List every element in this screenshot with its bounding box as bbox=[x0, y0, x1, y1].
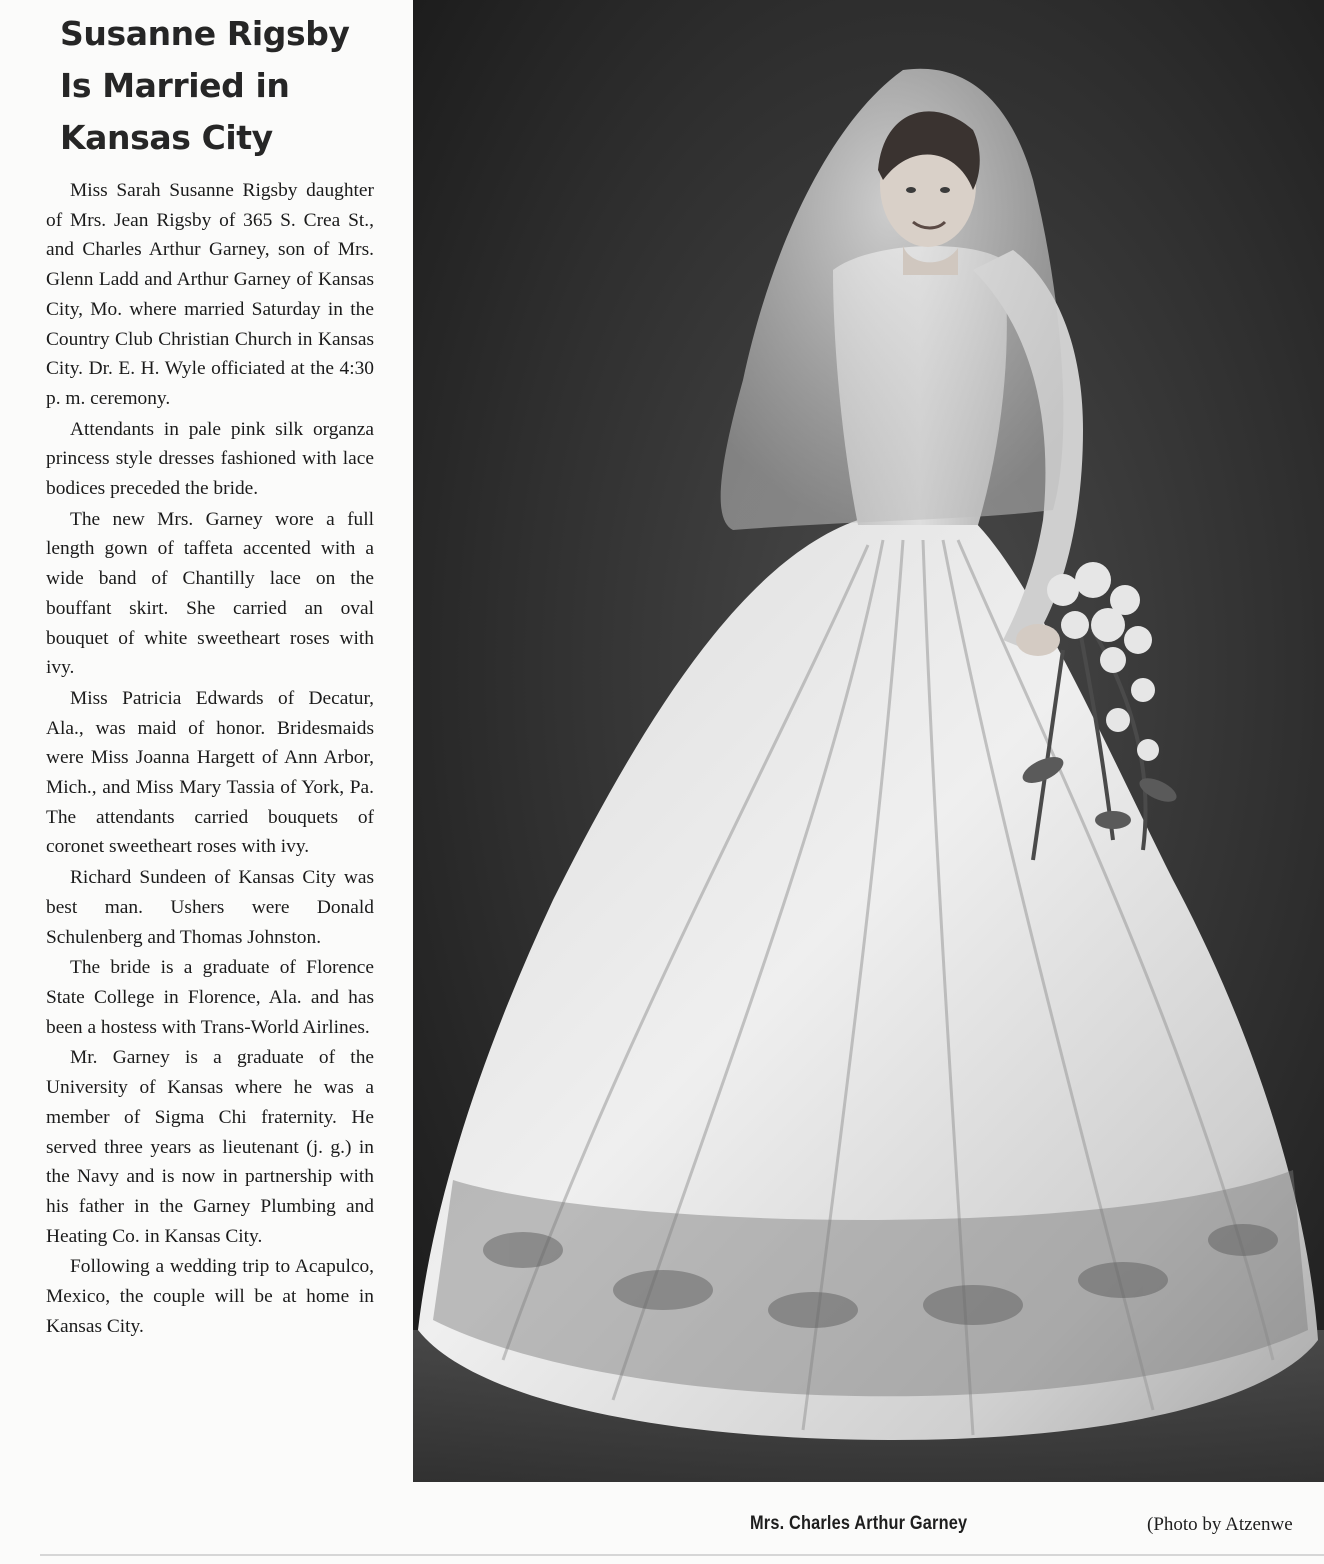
headline-line-2: Is Married in bbox=[60, 66, 290, 105]
article-headline bbox=[60, 8, 374, 164]
paragraph-announcement: Miss Sarah Susanne Rigsby daughter of Mrs. Jean Rigsby of 365 S. Crea St., and Charles Arthur Garney, son of Mrs. Glenn Ladd and Arthur Garney of Kansas City, Mo. where married Saturday in the Country Club Christian Church in Kansas City. Dr. E. H. Wyle officiated at the 4:30 p. m. ceremony. bbox=[46, 180, 374, 409]
paragraph-groom-background: Mr. Garney is a graduate of the University of Kansas where he was a member of Sigma Chi fraternity. He served three years as lieutenant (j. g.) in the Navy and is now in partnership with his father in the Garney Plumbing and Heating Co. in Kansas City. bbox=[46, 1047, 374, 1247]
paragraph-bride-education: The bride is a graduate of Florence State College in Florence, Ala. and has been a hostess with Trans-World Airlines. bbox=[46, 957, 374, 1038]
paragraph-wedding-trip: Following a wedding trip to Acapulco, Mexico, the couple will be at home in Kansas City. bbox=[46, 1256, 374, 1337]
paragraph-attendants: Attendants in pale pink silk organza princess style dresses fashioned with lace bodices preceded the bride. bbox=[46, 418, 374, 500]
photo-caption: Mrs. Charles Arthur Garney bbox=[750, 1513, 968, 1534]
bridal-photograph bbox=[413, 0, 1324, 1482]
wedding-article bbox=[46, 8, 374, 1342]
bride-portrait-illustration bbox=[413, 0, 1324, 1482]
photo-credit: (Photo by Atzenwe bbox=[1147, 1514, 1293, 1535]
headline-line-1: Susanne Rigsby bbox=[60, 14, 350, 53]
paragraph-gown: The new Mrs. Garney wore a full length gown of taffeta accented with a wide band of Chantilly lace on the bouffant skirt. She carried an oval bouquet of white sweetheart roses with ivy. bbox=[46, 508, 374, 679]
paragraph-bridesmaids: Miss Patricia Edwards of Decatur, Ala., was maid of honor. Bridesmaids were Miss Joanna Hargett of Ann Arbor, Mich., and Miss Mary Tassia of York, Pa. The attendants carried bouquets of coronet sweetheart roses with ivy. bbox=[46, 687, 374, 858]
paragraph-best-man: Richard Sundeen of Kansas City was best man. Ushers were Donald Schulenberg and Thomas Johnston. bbox=[46, 867, 374, 948]
article-body bbox=[46, 176, 374, 1341]
headline-line-3: Kansas City bbox=[60, 118, 273, 157]
bride-hand bbox=[1016, 624, 1060, 656]
bottom-rule bbox=[40, 1554, 1324, 1556]
